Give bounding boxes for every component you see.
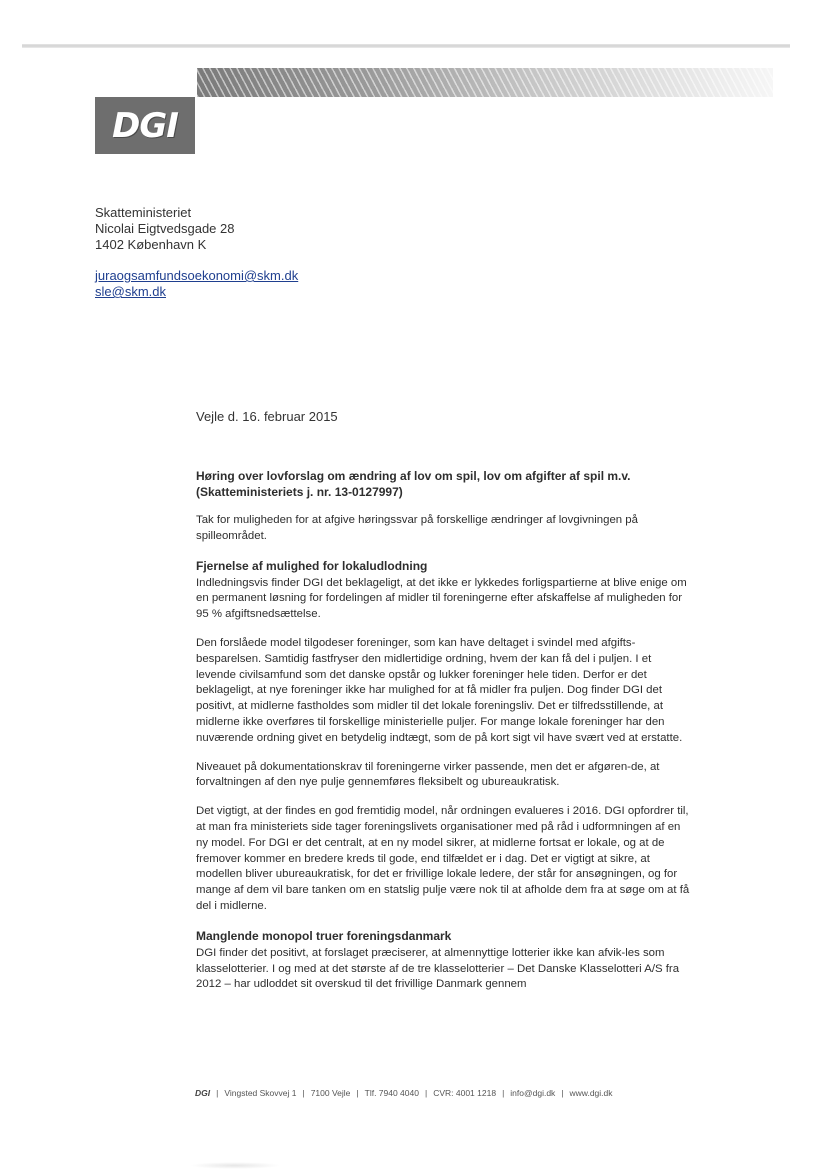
- email-link[interactable]: sle@skm.dk: [95, 284, 166, 299]
- paragraph: Det vigtigt, at der findes en god fremtidig model, når ordningen evalueres i 2016. DGI opfordrer til, at man fra ministeriets side tager foreningslivets organisationer med på råd i udformningen af en ny model. For DGI er det centralt, at en ny model sikrer, at midlerne fortsat er lokale, og at de fremover kommer en bredere kreds til gode, end tilfældet er i dag. Det er vigtigt at sikre, at modellen bliver ubureaukratisk, for det er frivillige lokale ledere, der står for ansøgningen, og for mange af dem vil bare tanken om en statslig pulje være nok til at afholde dem fra at søge om at få del i midlerne.: [196, 805, 690, 912]
- email-link[interactable]: juraogsamfundsoekonomi@skm.dk: [95, 268, 299, 283]
- footer-brand: DGI: [195, 1088, 211, 1098]
- paragraph: Indledningsvis finder DGI det beklageligt, at det ikke er lykkedes forligspartierne at blive enige om en permanent løsning for fordelingen af midler til foreningerne efter afskaffelse af muligheden for 95 % afgiftsnedsættelse.: [196, 576, 687, 621]
- letter-title-line: Høring over lovforslag om ændring af lov om spil, lov om afgifter af spil m.v.: [196, 469, 631, 483]
- paragraph: DGI finder det positivt, at forslaget præciserer, at almennyttige lotterier ikke kan afvik-les som klasselotterier. I og med at det største af de tre klasselotterier – Det Danske Klasselotteri A/S fra 2012 – har udloddet sit overskud til det frivillige Danmark gennem: [196, 946, 680, 991]
- recipient-line: 1402 København K: [95, 237, 207, 252]
- intro-paragraph: Tak for muligheden for at afgive høringssvar på forskellige ændringer af lovgivningen på spilleområdet.: [196, 514, 638, 542]
- paragraph: Niveauet på dokumentationskrav til foreningerne virker passende, men det er afgøren-de, at forvaltningen af den nye pulje gennemføres fleksibelt og ubureaukratisk.: [196, 760, 660, 789]
- recipient-line: Skatteministeriet: [95, 205, 192, 220]
- letter-date: Vejle d. 16. februar 2015: [196, 409, 338, 424]
- recipient-address: [95, 205, 234, 253]
- scan-smudge: [190, 1162, 280, 1169]
- section-heading: Manglende monopol truer foreningsdanmark: [196, 928, 452, 943]
- section-heading: Fjernelse af mulighed for lokaludlodning: [196, 558, 428, 573]
- footer-web: www.dgi.dk: [569, 1088, 613, 1098]
- recipient-line: Nicolai Eigtvedsgade 28: [95, 221, 235, 236]
- recipient-emails: [95, 268, 298, 300]
- dgi-logo-text: DGI: [112, 105, 178, 146]
- letter-title-line: (Skatteministeriets j. nr. 13-0127997): [196, 485, 403, 499]
- letter-footer: DGI | Vingsted Skovvej 1 | 7100 Vejle | Tlf. 7940 4040 | CVR: 4001 1218 | info@dgi.dk | www.dgi.dk: [195, 1088, 613, 1098]
- footer-address: Vingsted Skovvej 1: [224, 1088, 297, 1098]
- footer-email: info@dgi.dk: [510, 1088, 556, 1098]
- scan-edge-line: [22, 44, 790, 48]
- footer-city: 7100 Vejle: [310, 1088, 351, 1098]
- letter-title: [196, 468, 692, 500]
- paragraph: Den forslåede model tilgodeser foreninger, som kan have deltaget i svindel med afgifts-besparelsen. Samtidig fastfryser den midlertidige ordning, hvem der kan få del i puljen. I et levende civilsamfund som det danske opstår og lukker foreninger hele tiden. Derfor er det beklageligt, at nye foreninger ikke har mulighed for at få midler fra puljen. Dog finder DGI det positivt, at midlerne fastholdes som midler til det lokale foreningsliv. Det er tilfredsstillende, at midlerne ikke overføres til forskellige ministerielle puljer. For mange lokale foreninger har den nuværende ordning givet en betydelig indtægt, som de på kort sigt vil have svært ved at erstatte.: [196, 636, 683, 744]
- letterhead-stripe-banner: [197, 68, 773, 97]
- footer-cvr: CVR: 4001 1218: [433, 1088, 497, 1098]
- letter-body: [196, 468, 692, 1006]
- dgi-logo: [95, 97, 195, 154]
- footer-phone: Tlf. 7940 4040: [364, 1088, 419, 1098]
